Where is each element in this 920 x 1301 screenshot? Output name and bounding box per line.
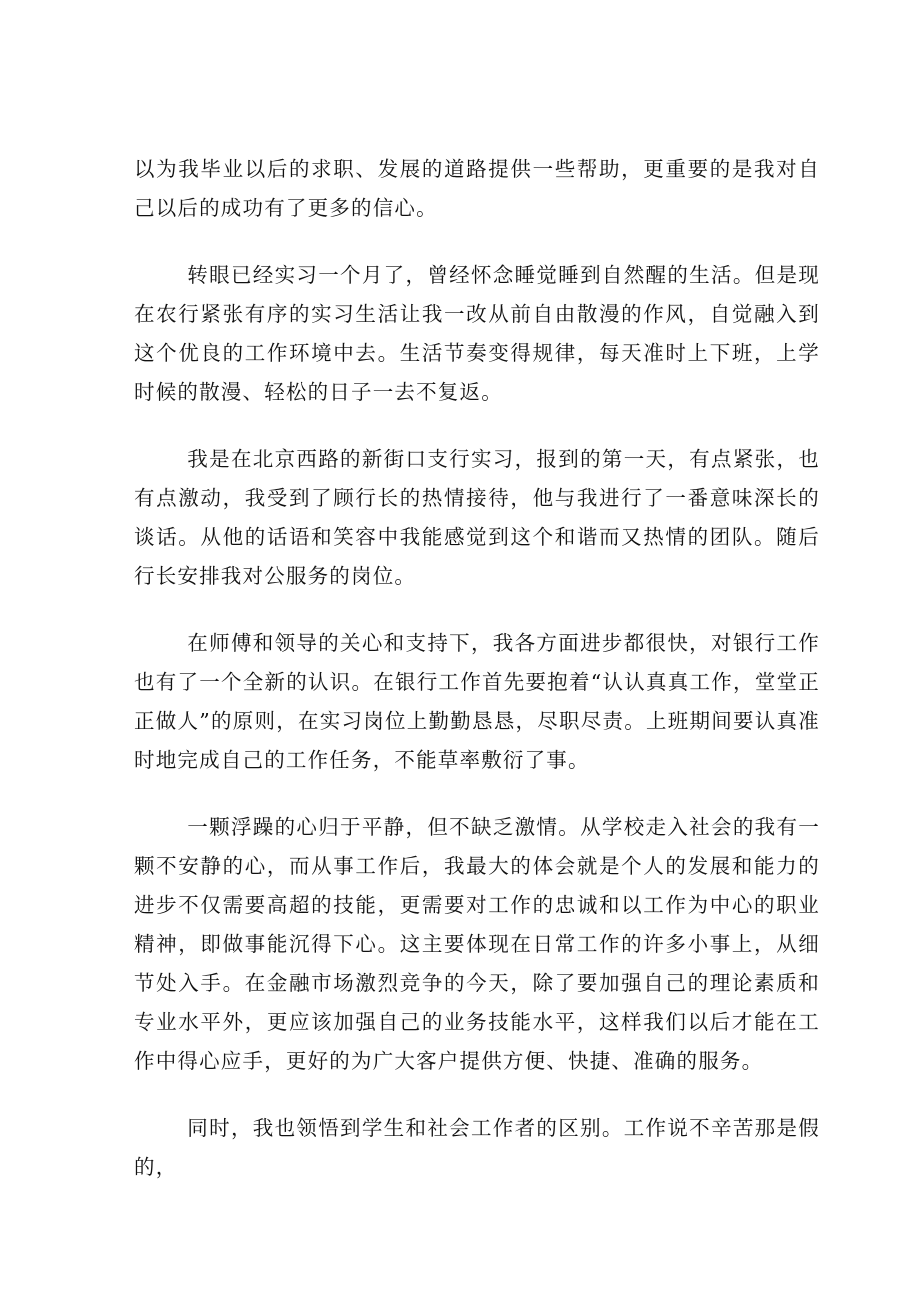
paragraph-calm-heart: 一颗浮躁的心归于平静，但不缺乏激情。从学校走入社会的我有一颗不安静的心，而从事工作后，我最大的体会就是个人的发展和能力的进步不仅需要高超的技能，更需要对工作的忠诚和以工作为中心的职业精神，即做事能沉得下心。这主要体现在日常工作的许多小事上，从细节处入手。在金融市场激烈竞争的今天，除了要加强自己的理论素质和专业水平外，更应该加强自己的业务技能水平，这样我们以后才能在工作中得心应手，更好的为广大客户提供方便、快捷、准确的服务。 <box>134 815 820 1073</box>
paragraph-first-day: 我是在北京西路的新街口支行实习，报到的第一天，有点紧张，也有点激动，我受到了顾行长的热情接待，他与我进行了一番意味深长的谈话。从他的话语和笑容中我能感觉到这个和谐而又热情的团队。随后行长安排我对公服务的岗位。 <box>134 447 820 588</box>
document-body <box>134 150 820 1215</box>
paragraph-student-vs-worker: 同时，我也领悟到学生和社会工作者的区别。工作说不辛苦那是假的， <box>134 1116 820 1179</box>
paragraph-mentor-support: 在师傅和领导的关心和支持下，我各方面进步都很快，对银行工作也有了一个全新的认识。在银行工作首先要抱着“认认真真工作，堂堂正正做人”的原则，在实习岗位上勤勤恳恳，尽职尽责。上班期间要认真准时地完成自己的工作任务，不能草率敷衍了事。 <box>134 631 820 772</box>
paragraph-continuation: 以为我毕业以后的求职、发展的道路提供一些帮助，更重要的是我对自己以后的成功有了更多的信心。 <box>134 157 820 220</box>
paragraph-internship-month: 转眼已经实习一个月了，曾经怀念睡觉睡到自然醒的生活。但是现在农行紧张有序的实习生活让我一改从前自由散漫的作风，自觉融入到这个优良的工作环境中去。生活节奏变得规律，每天准时上下班，上学时候的散漫、轻松的日子一去不复返。 <box>134 263 820 404</box>
